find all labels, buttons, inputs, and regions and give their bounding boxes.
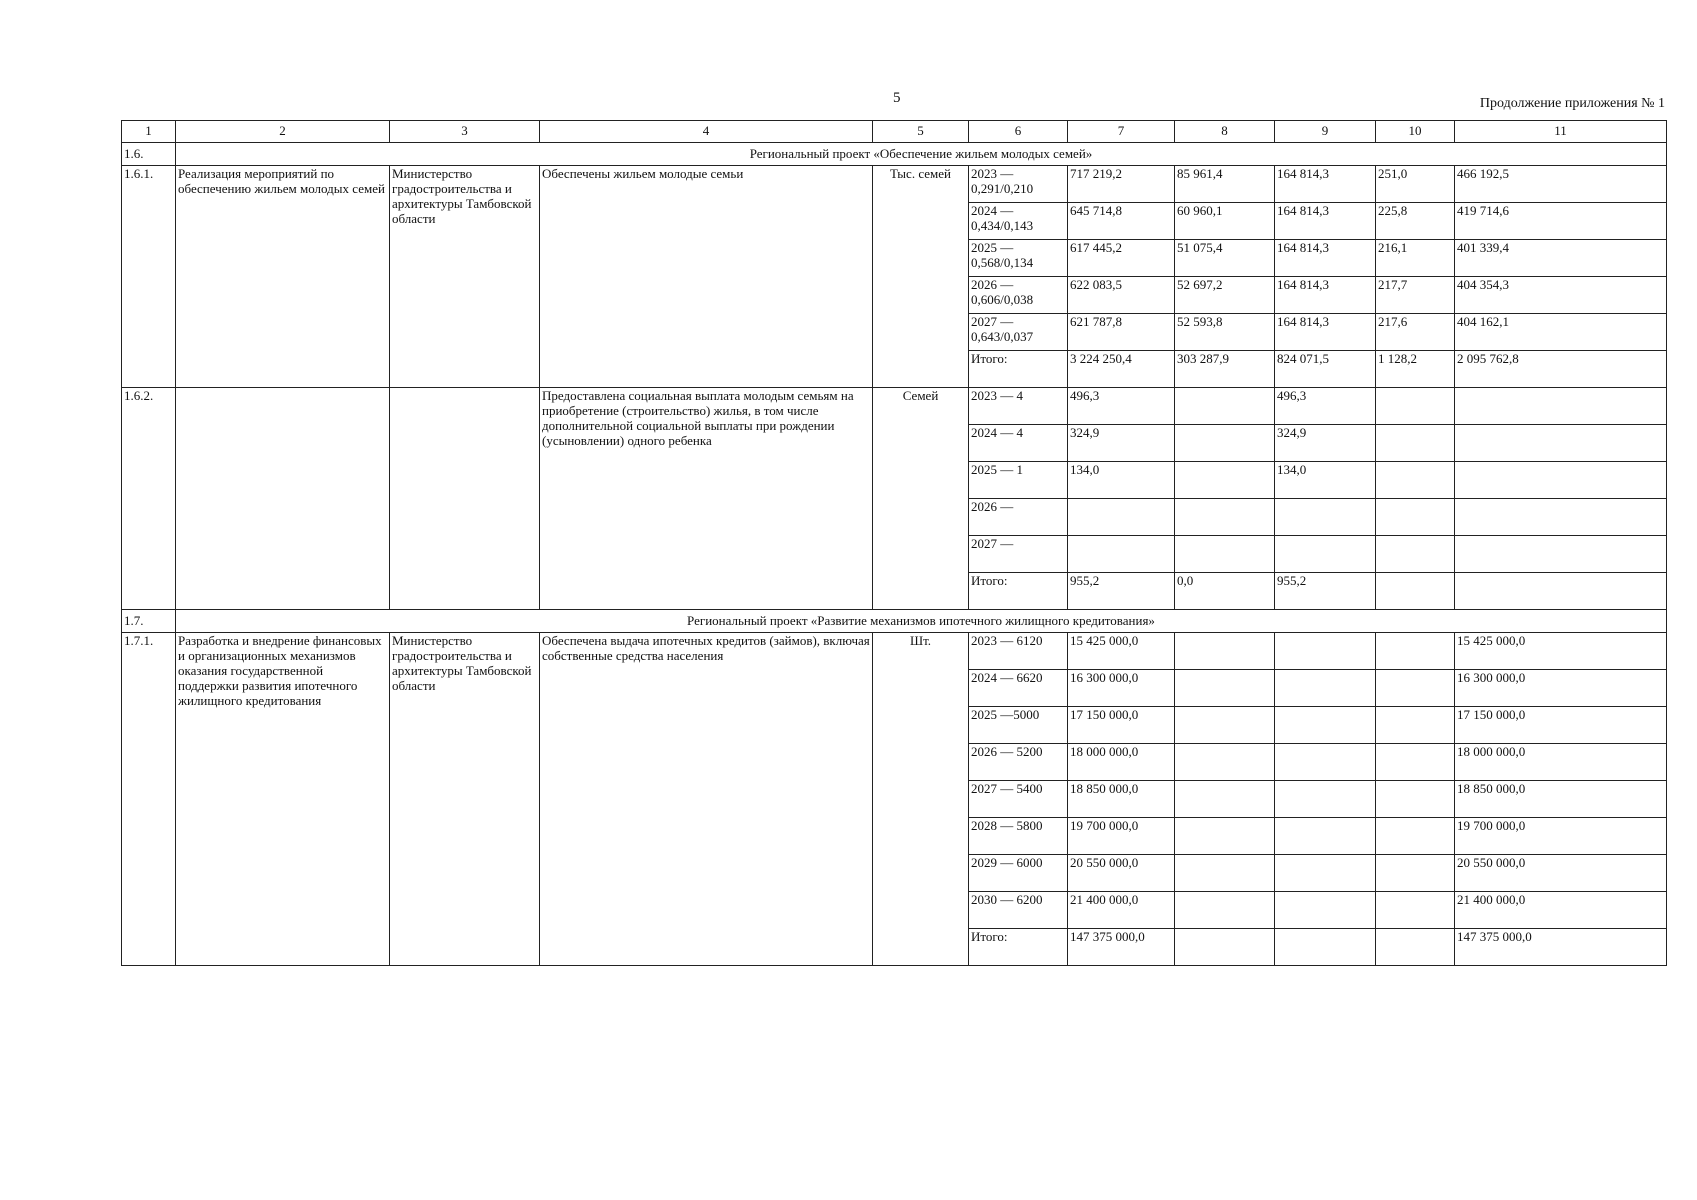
col11-value [1455, 462, 1667, 499]
col8-value [1175, 818, 1275, 855]
column-number: 4 [540, 121, 873, 143]
col10-value [1376, 573, 1455, 610]
column-number: 10 [1376, 121, 1455, 143]
year-value: Итого: [969, 573, 1068, 610]
column-number: 3 [390, 121, 540, 143]
col7-value: 955,2 [1068, 573, 1175, 610]
col11-value [1455, 388, 1667, 425]
col8-value [1175, 781, 1275, 818]
col10-value [1376, 818, 1455, 855]
col8-value [1175, 929, 1275, 966]
table-row [122, 633, 1667, 670]
measure-name [176, 388, 390, 610]
item-number: 1.6.2. [122, 388, 176, 610]
col8-value [1175, 892, 1275, 929]
col8-value [1175, 388, 1275, 425]
col9-value [1275, 670, 1376, 707]
col11-value: 20 550 000,0 [1455, 855, 1667, 892]
col7-value: 147 375 000,0 [1068, 929, 1175, 966]
col10-value [1376, 388, 1455, 425]
result-description: Обеспечены жильем молодые семьи [540, 166, 873, 388]
item-number: 1.6.1. [122, 166, 176, 388]
column-number: 11 [1455, 121, 1667, 143]
year-value: Итого: [969, 929, 1068, 966]
year-value: Итого: [969, 351, 1068, 388]
col8-value: 0,0 [1175, 573, 1275, 610]
year-value: 2025 — 0,568/0,134 [969, 240, 1068, 277]
col8-value [1175, 855, 1275, 892]
col11-value: 147 375 000,0 [1455, 929, 1667, 966]
year-value: 2029 — 6000 [969, 855, 1068, 892]
col9-value: 824 071,5 [1275, 351, 1376, 388]
col11-value: 15 425 000,0 [1455, 633, 1667, 670]
col9-value [1275, 499, 1376, 536]
measure-name: Реализация мероприятий по обеспечению жильем молодых семей [176, 166, 390, 388]
col11-value: 16 300 000,0 [1455, 670, 1667, 707]
year-value: 2026 — 0,606/0,038 [969, 277, 1068, 314]
col11-value: 19 700 000,0 [1455, 818, 1667, 855]
col10-value [1376, 781, 1455, 818]
table-row [122, 388, 1667, 425]
col8-value [1175, 744, 1275, 781]
year-value: 2025 — 1 [969, 462, 1068, 499]
col10-value [1376, 633, 1455, 670]
col11-value [1455, 425, 1667, 462]
col8-value: 52 593,8 [1175, 314, 1275, 351]
table-row [122, 166, 1667, 203]
col8-value: 60 960,1 [1175, 203, 1275, 240]
col9-value: 324,9 [1275, 425, 1376, 462]
col7-value: 645 714,8 [1068, 203, 1175, 240]
col11-value: 401 339,4 [1455, 240, 1667, 277]
col11-value [1455, 499, 1667, 536]
col9-value [1275, 855, 1376, 892]
col7-value [1068, 536, 1175, 573]
section-row [122, 143, 1667, 166]
year-value: 2030 — 6200 [969, 892, 1068, 929]
col10-value [1376, 929, 1455, 966]
col9-value: 164 814,3 [1275, 203, 1376, 240]
section-title: Региональный проект «Обеспечение жильем молодых семей» [176, 143, 1667, 166]
year-value: 2023 — 0,291/0,210 [969, 166, 1068, 203]
col9-value [1275, 707, 1376, 744]
result-description: Обеспечена выдача ипотечных кредитов (займов), включая собственные средства населения [540, 633, 873, 966]
col11-value: 18 000 000,0 [1455, 744, 1667, 781]
column-number-row [122, 121, 1667, 143]
unit-of-measure: Шт. [873, 633, 969, 966]
year-value: 2027 — [969, 536, 1068, 573]
year-value: 2024 — 0,434/0,143 [969, 203, 1068, 240]
column-number: 8 [1175, 121, 1275, 143]
col10-value [1376, 744, 1455, 781]
col8-value: 303 287,9 [1175, 351, 1275, 388]
col11-value [1455, 573, 1667, 610]
col7-value: 15 425 000,0 [1068, 633, 1175, 670]
year-value: 2027 — 5400 [969, 781, 1068, 818]
col9-value: 164 814,3 [1275, 240, 1376, 277]
col9-value: 164 814,3 [1275, 166, 1376, 203]
section-number: 1.7. [122, 610, 176, 633]
section-title: Региональный проект «Развитие механизмов ипотечного жилищного кредитования» [176, 610, 1667, 633]
col9-value: 955,2 [1275, 573, 1376, 610]
column-number: 2 [176, 121, 390, 143]
col7-value: 3 224 250,4 [1068, 351, 1175, 388]
year-value: 2026 — [969, 499, 1068, 536]
col10-value [1376, 707, 1455, 744]
col8-value [1175, 425, 1275, 462]
section-number: 1.6. [122, 143, 176, 166]
col8-value: 52 697,2 [1175, 277, 1275, 314]
col11-value: 466 192,5 [1455, 166, 1667, 203]
column-number: 7 [1068, 121, 1175, 143]
col7-value: 19 700 000,0 [1068, 818, 1175, 855]
col11-value: 404 162,1 [1455, 314, 1667, 351]
col10-value [1376, 855, 1455, 892]
col9-value [1275, 781, 1376, 818]
col11-value: 419 714,6 [1455, 203, 1667, 240]
col7-value: 324,9 [1068, 425, 1175, 462]
result-description: Предоставлена социальная выплата молодым семьям на приобретение (строительство) жилья, в том числе дополнительной социальной выплаты при рождении (усыновлении) одного ребенка [540, 388, 873, 610]
appendix-continuation-label: Продолжение приложения № 1 [1479, 96, 1665, 111]
year-value: 2024 — 6620 [969, 670, 1068, 707]
year-value: 2027 — 0,643/0,037 [969, 314, 1068, 351]
col7-value: 496,3 [1068, 388, 1175, 425]
year-value: 2023 — 6120 [969, 633, 1068, 670]
col8-value [1175, 670, 1275, 707]
col11-value: 17 150 000,0 [1455, 707, 1667, 744]
col9-value [1275, 892, 1376, 929]
col9-value: 134,0 [1275, 462, 1376, 499]
col7-value: 17 150 000,0 [1068, 707, 1175, 744]
col8-value [1175, 707, 1275, 744]
page-number: 5 [893, 90, 901, 106]
col8-value [1175, 633, 1275, 670]
column-number: 5 [873, 121, 969, 143]
year-value: 2023 — 4 [969, 388, 1068, 425]
col7-value: 20 550 000,0 [1068, 855, 1175, 892]
unit-of-measure: Семей [873, 388, 969, 610]
col7-value: 134,0 [1068, 462, 1175, 499]
col7-value: 717 219,2 [1068, 166, 1175, 203]
col7-value: 18 850 000,0 [1068, 781, 1175, 818]
col7-value: 617 445,2 [1068, 240, 1175, 277]
responsible-executor: Министерство градостроительства и архитектуры Тамбовской области [390, 166, 540, 388]
responsible-executor [390, 388, 540, 610]
col7-value: 621 787,8 [1068, 314, 1175, 351]
col10-value: 217,7 [1376, 277, 1455, 314]
year-value: 2028 — 5800 [969, 818, 1068, 855]
col11-value: 404 354,3 [1455, 277, 1667, 314]
program-table [121, 120, 1667, 966]
column-number: 1 [122, 121, 176, 143]
col8-value [1175, 499, 1275, 536]
col10-value: 217,6 [1376, 314, 1455, 351]
measure-name: Разработка и внедрение финансовых и организационных механизмов оказания государственной поддержки развития ипотечного жилищного кредитования [176, 633, 390, 966]
unit-of-measure: Тыс. семей [873, 166, 969, 388]
col9-value [1275, 929, 1376, 966]
col9-value [1275, 818, 1376, 855]
col7-value: 18 000 000,0 [1068, 744, 1175, 781]
section-row [122, 610, 1667, 633]
col9-value: 164 814,3 [1275, 314, 1376, 351]
col7-value [1068, 499, 1175, 536]
year-value: 2024 — 4 [969, 425, 1068, 462]
col9-value: 164 814,3 [1275, 277, 1376, 314]
col10-value: 216,1 [1376, 240, 1455, 277]
year-value: 2026 — 5200 [969, 744, 1068, 781]
col7-value: 21 400 000,0 [1068, 892, 1175, 929]
col11-value: 18 850 000,0 [1455, 781, 1667, 818]
col11-value [1455, 536, 1667, 573]
col10-value [1376, 536, 1455, 573]
col10-value: 251,0 [1376, 166, 1455, 203]
col10-value [1376, 499, 1455, 536]
col11-value: 2 095 762,8 [1455, 351, 1667, 388]
col9-value [1275, 744, 1376, 781]
col9-value [1275, 536, 1376, 573]
year-value: 2025 —5000 [969, 707, 1068, 744]
col7-value: 622 083,5 [1068, 277, 1175, 314]
item-number: 1.7.1. [122, 633, 176, 966]
column-number: 9 [1275, 121, 1376, 143]
col7-value: 16 300 000,0 [1068, 670, 1175, 707]
col9-value: 496,3 [1275, 388, 1376, 425]
col9-value [1275, 633, 1376, 670]
col11-value: 21 400 000,0 [1455, 892, 1667, 929]
col10-value [1376, 892, 1455, 929]
col10-value: 225,8 [1376, 203, 1455, 240]
col8-value [1175, 462, 1275, 499]
col8-value [1175, 536, 1275, 573]
col8-value: 85 961,4 [1175, 166, 1275, 203]
responsible-executor: Министерство градостроительства и архитектуры Тамбовской области [390, 633, 540, 966]
col10-value [1376, 462, 1455, 499]
col10-value [1376, 425, 1455, 462]
col8-value: 51 075,4 [1175, 240, 1275, 277]
col10-value: 1 128,2 [1376, 351, 1455, 388]
col10-value [1376, 670, 1455, 707]
column-number: 6 [969, 121, 1068, 143]
table-body [122, 121, 1667, 966]
